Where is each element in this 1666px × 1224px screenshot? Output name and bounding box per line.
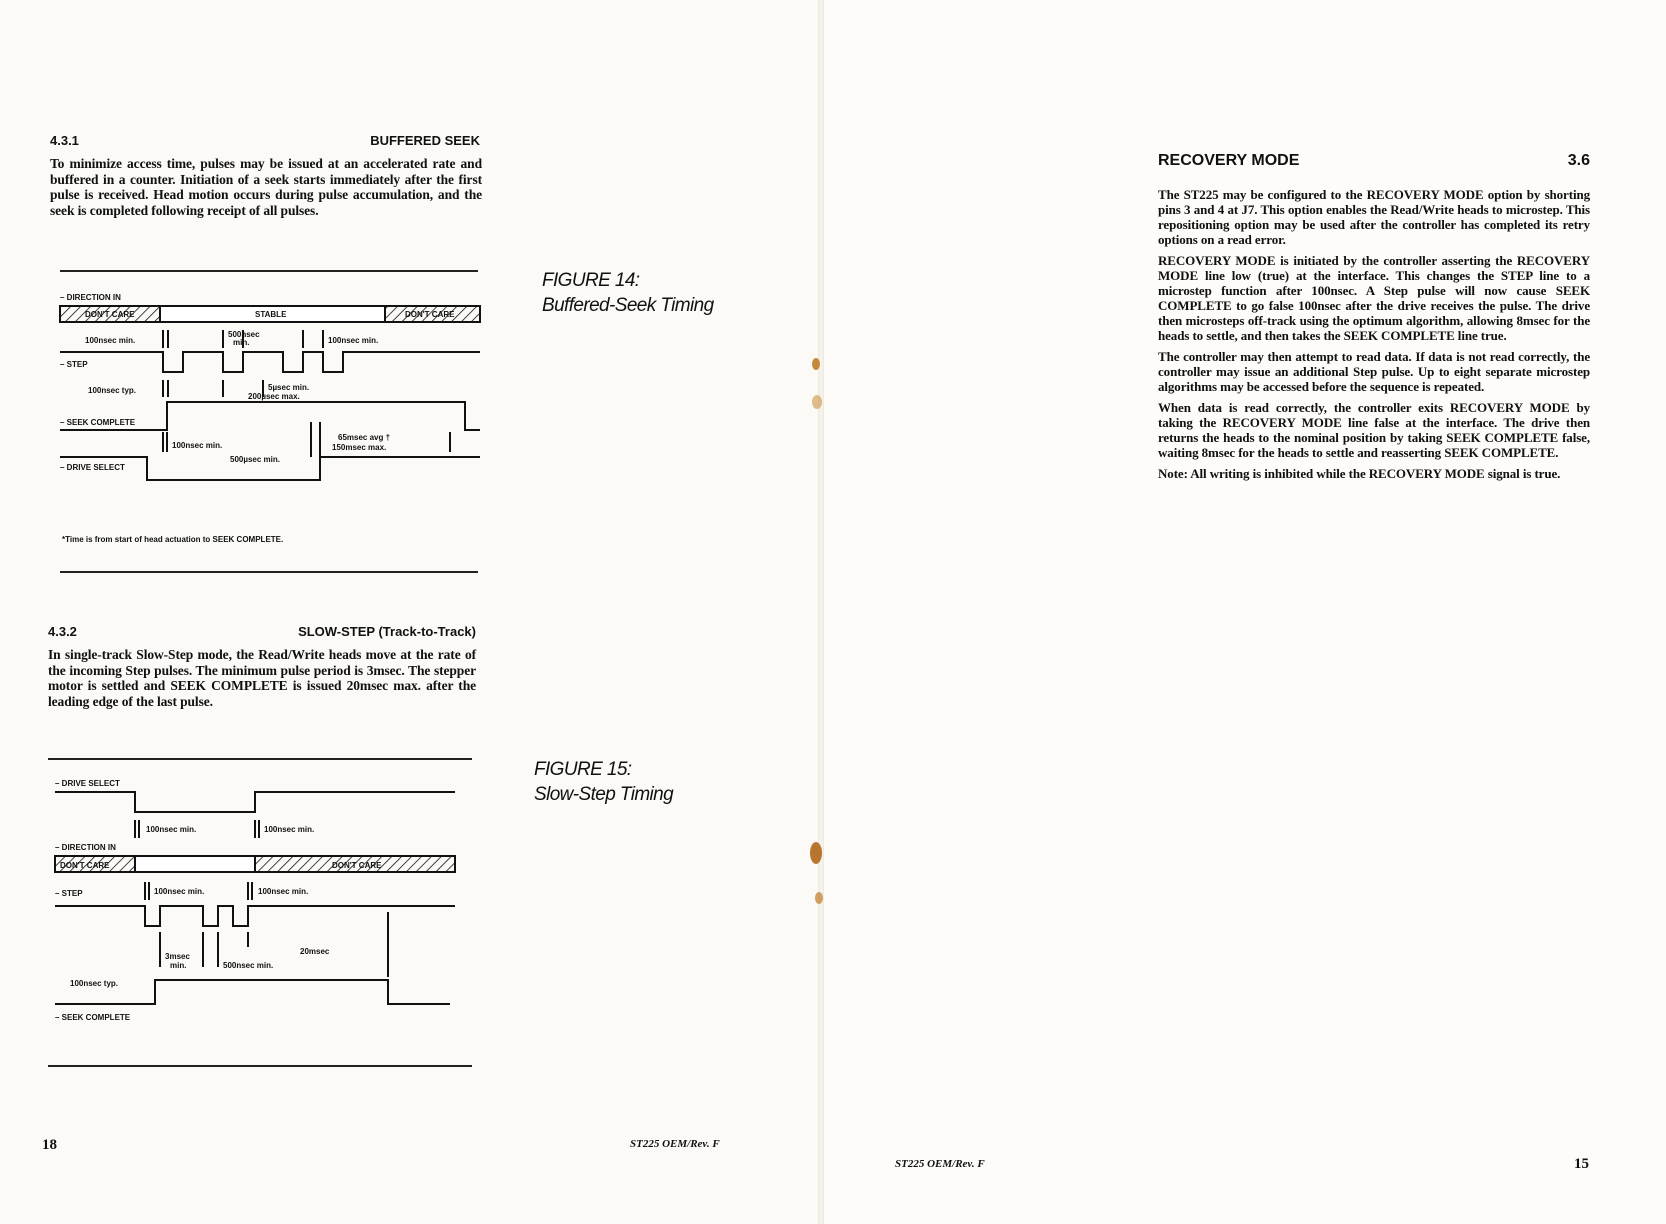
section-number: 4.3.1 [50,133,79,148]
label-100ns-min-c: 100nsec min. [172,441,223,450]
paragraph-3: The controller may then attempt to read data. If data is not read correctly, the controller may issue an additional Step pulse. Up to eight separate microstep algorithms may be accessed before the sequence is repeated. [1158,349,1590,394]
figure14-caption [542,268,714,318]
figure14-timing-diagram [55,282,485,542]
label-500ns: 500nsec [228,330,260,339]
right-page [820,0,1666,1224]
section-title: BUFFERED SEEK [370,133,480,148]
label-20ms: 20msec [300,947,330,956]
sig-seek-complete: – SEEK COMPLETE [60,418,136,427]
section-heading-4-3-1 [50,133,480,148]
figure15-title: Slow-Step Timing [534,784,674,805]
right-page-footer: ST225 OEM/Rev. F [895,1158,985,1170]
sig-step: – STEP [55,889,83,898]
paragraph-text: To minimize access time, pulses may be issued at an accelerated rate and buffered in a counter. Initiation of a seek starts immediately after the first pulse is received. Head motion occurs during pulse accumulation, and the seek is completed following receipt of all pulses. [50,156,482,218]
label-dont-care-left: DON'T CARE [85,310,135,319]
section-heading-4-3-2 [48,624,476,639]
label-dont-care-right: DON'T CARE [332,861,382,870]
label-dont-care-left: DON'T CARE [60,861,110,870]
label-3ms-min: min. [170,961,187,970]
label-100ns-min-b: 100nsec min. [328,336,379,345]
paragraph-buffered-seek [50,156,482,224]
label-500ns-min: min. [233,338,250,347]
section-heading-recovery-mode [1158,152,1590,170]
label-100ns-min-b: 100nsec min. [264,825,315,834]
figure14-title: Buffered-Seek Timing [542,295,714,316]
paragraph-1: The ST225 may be configured to the RECOVERY MODE option by shorting pins 3 and 4 at J7. This option enables the Read/Write heads to microstep. This repositioning option may be used after the controller has completed its retry options on a read error. [1158,187,1590,247]
paragraph-4: When data is read correctly, the controller exits RECOVERY MODE by taking the RECOVERY MODE line false at the interface. The drive then returns the heads to the nominal position by taking SEEK COMPLETE false, waiting 8msec for the heads to settle and reasserting SEEK COMPLETE. [1158,400,1590,460]
section-title: SLOW-STEP (Track-to-Track) [298,624,476,639]
label-dont-care-right: DON'T CARE [405,310,455,319]
sig-direction-in: – DIRECTION IN [55,843,116,852]
label-100ns-typ: 100nsec typ. [88,386,137,395]
label-stable: STABLE [255,310,287,319]
figure14-footnote: *Time is from start of head actuation to SEEK COMPLETE. [62,535,284,544]
section-number: 4.3.2 [48,624,77,639]
left-page-number: 18 [42,1137,57,1153]
label-100ns-min-d: 100nsec min. [258,887,309,896]
sig-step: – STEP [60,360,88,369]
sig-direction-in: – DIRECTION IN [60,293,121,302]
label-100ns-typ: 100nsec typ. [70,979,119,988]
left-page-footer: ST225 OEM/Rev. F [630,1138,720,1150]
label-5us-min: 5µsec min. [268,383,310,392]
label-100ns-min-a: 100nsec min. [85,336,136,345]
figure14-label: FIGURE 14: [542,270,640,291]
label-100ns-min-c: 100nsec min. [154,887,205,896]
stain-mark [810,842,822,864]
section-title: RECOVERY MODE [1158,152,1300,169]
paragraph-slow-step [48,647,476,715]
paragraph-2: RECOVERY MODE is initiated by the controller asserting the RECOVERY MODE line low (true) at the interface. This changes the STEP line to a microstep function after 100nsec. A Step pulse will now cause SEEK COMPLETE to go false 100nsec after the drive receives the pulse. The drive then microsteps off-track using the optimum algorithm, allowing 8msec for the heads to settle, and then takes the SEEK COMPLETE line true. [1158,253,1590,343]
stain-mark [812,358,820,370]
sig-seek-complete: – SEEK COMPLETE [55,1013,131,1022]
figure15-caption [534,757,673,807]
paragraph-5: Note: All writing is inhibited while the RECOVERY MODE signal is true. [1158,466,1561,481]
label-200us-max: 200µsec max. [248,392,300,401]
figure15-bottom-rule [48,1065,472,1067]
label-3ms: 3msec [165,952,190,961]
recovery-mode-body [1158,187,1590,487]
figure14-bottom-rule [60,571,478,573]
page-gutter [818,0,824,1224]
paragraph-text: In single-track Slow-Step mode, the Read/Write heads move at the rate of the incoming Step pulses. The minimum pulse period is 3msec. The stepper motor is settled and SEEK COMPLETE is issued 20msec max. after the leading edge of the last pulse. [48,647,476,709]
label-500ns-min: 500nsec min. [223,961,274,970]
figure14-top-rule [60,270,478,272]
label-150ms-max: 150msec max. [332,443,387,452]
stain-mark [815,892,823,904]
sig-drive-select: – DRIVE SELECT [60,463,125,472]
right-page-number: 15 [1574,1156,1589,1172]
stain-mark [812,395,822,409]
label-100ns-min-a: 100nsec min. [146,825,197,834]
label-65ms-avg: 65msec avg † [338,433,391,442]
label-500us-min: 500µsec min. [230,455,280,464]
figure15-top-rule [48,758,472,760]
figure15-label: FIGURE 15: [534,759,632,780]
sig-drive-select: – DRIVE SELECT [55,779,120,788]
section-number: 3.6 [1567,152,1590,169]
figure15-timing-diagram [50,772,480,1042]
